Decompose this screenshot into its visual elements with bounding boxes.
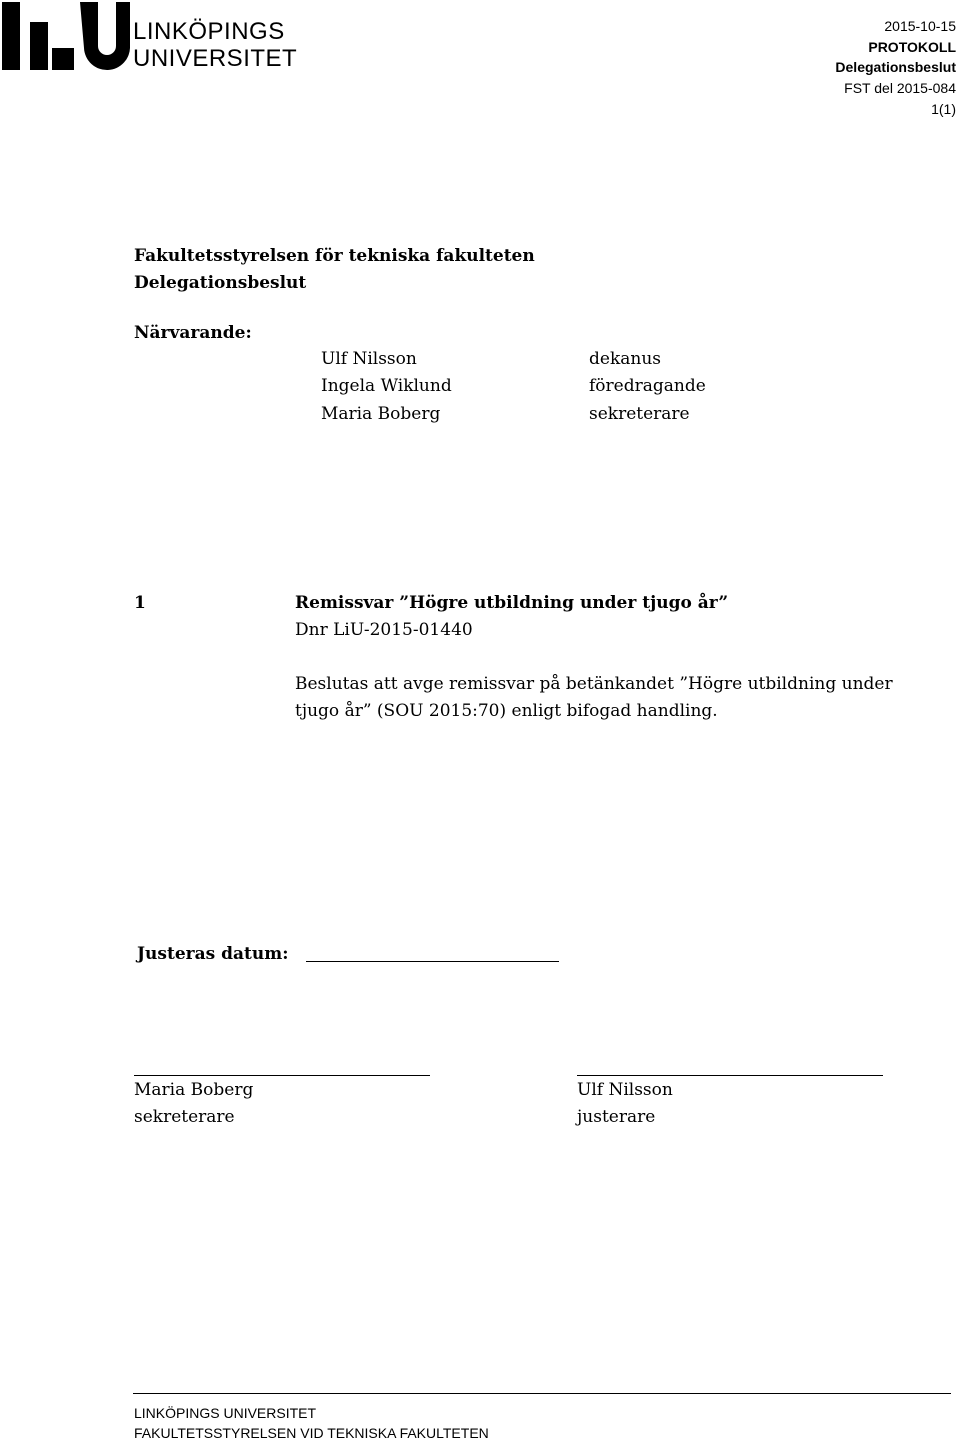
item-number: 1: [134, 593, 146, 613]
logo-text-line1: LINKÖPINGS: [133, 18, 285, 45]
attendee-name: Maria Boberg: [321, 404, 441, 424]
signature-name: Ulf Nilsson: [577, 1080, 673, 1100]
header-date: 2015-10-15: [884, 18, 956, 34]
item-dnr: Dnr LiU-2015-01440: [295, 620, 473, 640]
footer-divider: [133, 1393, 951, 1394]
university-logo: [0, 0, 298, 76]
liu-logo-mark: [0, 0, 130, 76]
adjusted-date-line: [306, 961, 559, 962]
item-decision-line1: Beslutas att avge remissvar på betänkandet ”Högre utbildning under: [295, 674, 893, 694]
item-heading: Remissvar ”Högre utbildning under tjugo år”: [295, 593, 729, 613]
header-doc-type: PROTOKOLL: [868, 39, 956, 55]
header-page: 1(1): [931, 101, 956, 117]
logo-text-line2: UNIVERSITET: [133, 45, 298, 72]
attendee-role: föredragande: [589, 376, 706, 396]
attendee-name: Ingela Wiklund: [321, 376, 452, 396]
doc-subtitle: Delegationsbeslut: [134, 273, 307, 293]
attendees-label: Närvarande:: [134, 323, 252, 343]
signature-line: [577, 1075, 883, 1076]
signature-role: sekreterare: [134, 1107, 235, 1127]
footer-university: LINKÖPINGS UNIVERSITET: [134, 1405, 317, 1421]
footer-faculty: FAKULTETSSTYRELSEN VID TEKNISKA FAKULTETEN: [134, 1425, 489, 1441]
header-doc-subtype: Delegationsbeslut: [835, 59, 956, 75]
item-decision-line2: tjugo år” (SOU 2015:70) enligt bifogad handling.: [295, 701, 718, 721]
doc-title: Fakultetsstyrelsen för tekniska fakulteten: [134, 246, 535, 266]
attendee-role: dekanus: [589, 349, 662, 369]
signature-line: [134, 1075, 430, 1076]
signature-name: Maria Boberg: [134, 1080, 254, 1100]
adjusted-date-label: Justeras datum:: [137, 944, 289, 964]
header-ref: FST del 2015-084: [844, 80, 956, 96]
signature-role: justerare: [577, 1107, 656, 1127]
attendee-name: Ulf Nilsson: [321, 349, 417, 369]
attendee-role: sekreterare: [589, 404, 690, 424]
